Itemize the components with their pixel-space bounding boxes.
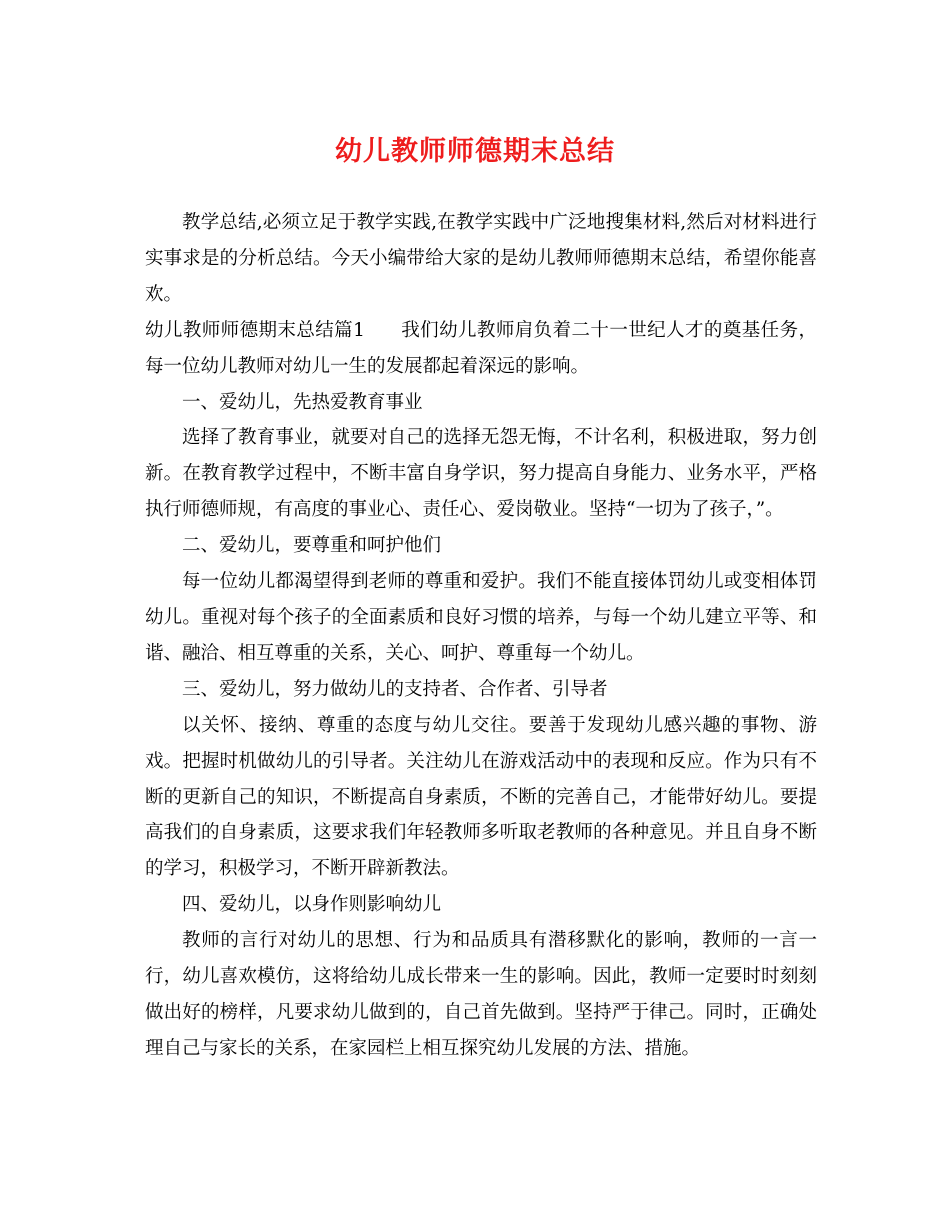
article-first-text: 我们幼儿教师肩负着二十一世纪人才的奠基任务，每一位幼儿教师对幼儿一生的发展都起着深远的影响。 [145,319,817,377]
article-heading: 幼儿教师师德期末总结篇1 [145,319,365,341]
section-heading: 四、爱幼儿，以身作则影响幼儿 [182,894,442,916]
document-body [145,205,817,1067]
document-title: 幼儿教师师德期末总结 [335,136,615,167]
section-paragraph: 每一位幼儿都渴望得到老师的尊重和爱护。我们不能直接体罚幼儿或变相体罚幼儿。重视对每个孩子的全面素质和良好习惯的培养，与每一个幼儿建立平等、和谐、融洽、相互尊重的关系，关心、呵护、尊重每一个幼儿。 [145,571,817,664]
section-paragraph: 教师的言行对幼儿的思想、行为和品质具有潜移默化的影响，教师的一言一行，幼儿喜欢模仿，这将给幼儿成长带来一生的影响。因此，教师一定要时时刻刻做出好的榜样，凡要求幼儿做到的，自己首先做到。坚持严于律己。同时，正确处理自己与家长的关系，在家园栏上相互探究幼儿发展的方法、措施。 [145,930,817,1059]
intro-paragraph: 教学总结,必须立足于教学实践,在教学实践中广泛地搜集材料,然后对材料进行实事求是的分析总结。今天小编带给大家的是幼儿教师师德期末总结，希望你能喜欢。 [145,212,817,305]
section-heading: 三、爱幼儿，努力做幼儿的支持者、合作者、引导者 [182,678,608,700]
section-paragraph: 以关怀、接纳、尊重的态度与幼儿交往。要善于发现幼儿感兴趣的事物、游戏。把握时机做幼儿的引导者。关注幼儿在游戏活动中的表现和反应。作为只有不断的更新自己的知识，不断提高自身素质，不断的完善自己，才能带好幼儿。要提高我们的自身素质，这要求我们年轻教师多听取老教师的各种意见。并且自身不断的学习，积极学习，不断开辟新教法。 [145,714,817,880]
section-paragraph: 选择了教育事业，就要对自己的选择无怨无悔，不计名利，积极进取，努力创新。在教育教学过程中，不断丰富自身学识，努力提高自身能力、业务水平，严格执行师德师规，有高度的事业心、责任心、爱岗敬业。坚持“一切为了孩子，”。 [145,427,817,521]
section-heading: 一、爱幼儿，先热爱教育事业 [182,391,423,413]
section-heading: 二、爱幼儿，要尊重和呵护他们 [182,535,442,557]
article-first-paragraph [145,313,817,385]
